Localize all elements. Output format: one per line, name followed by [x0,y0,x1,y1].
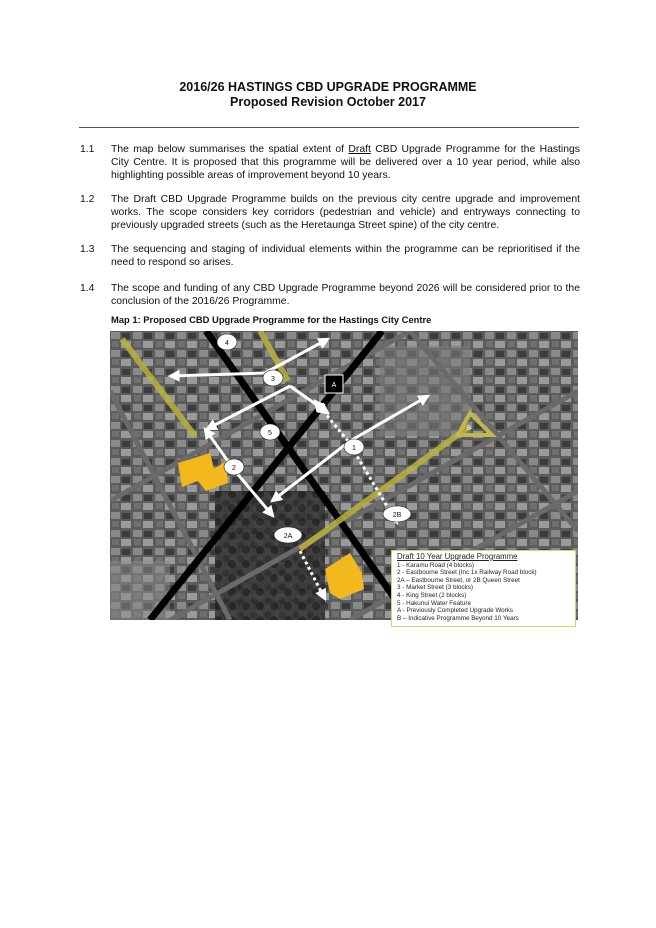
legend-item: B – Indicative Programme Beyond 10 Years [397,614,519,622]
marker-label: 3 [271,376,275,383]
legend-item: A - Previously Completed Upgrade Works [397,607,514,615]
map-marker-5 [260,424,280,440]
paragraph-text [111,143,580,182]
map-caption: Map 1: Proposed CBD Upgrade Programme for the Hastings City Centre [111,314,432,325]
paragraph-number: 1.2 [80,194,95,205]
marker-label: 4 [225,340,229,347]
paragraph-1-2 [80,193,580,232]
legend-item: 2 - Eastbourne Street (Inc 1x Railway Road block) [397,569,537,577]
paragraph-text: The sequencing and staging of individual elements within the programme can be reprioritised if the need to respond so arises. [111,244,580,268]
map-marker-a [325,375,343,393]
draft-underlined: Draft [348,144,371,155]
legend-item: 5 - Hakunui Water Feature [397,599,471,607]
paragraph-number: 1.4 [80,283,95,294]
paragraph-1-3 [80,243,580,269]
paragraph-1-4 [80,282,580,308]
legend-item: 3 - Market Street (3 blocks) [397,584,473,592]
paragraph-text: The scope and funding of any CBD Upgrade Programme beyond 2026 will be considered prior to the conclusion of the 2016/26 Programme. [111,283,580,307]
legend-item: 1 - Karamu Road (4 blocks) [397,561,474,569]
map-marker-2b [383,506,411,522]
paragraph-text-start: The map below summarises the spatial extent of [111,144,349,155]
legend-item: 2A – Eastbourne Street, or 2B Queen Street [397,576,520,584]
marker-label: 2B [392,512,402,519]
legend-item: 4 - King Street (2 blocks) [397,591,467,599]
page-title: 2016/26 HASTINGS CBD UPGRADE PROGRAMME [179,80,477,94]
marker-label: 2A [283,533,293,540]
paragraph-text-end: CBD Upgrade Programme for the Hastings City Centre. It is proposed that this programme will be delivered over a 10 year period, while also highlighting possible areas of improvement beyond 10 years. [111,144,580,181]
map-marker-3 [263,370,283,386]
legend-title: Draft 10 Year Upgrade Programme [397,552,518,561]
map-marker-1 [344,439,364,455]
paragraph-1-1 [80,143,580,182]
map-legend [391,550,576,627]
paragraph-text: The Draft CBD Upgrade Programme builds on the previous city centre upgrade and improvement works. The scope considers key corridors (pedestrian and vehicle) and entryways connecting to previously upgraded streets (such as the Heretaunga Street spine) of the city centre. [111,194,580,231]
marker-label: 2 [232,465,236,472]
marker-label: 5 [268,430,272,437]
page-subtitle: Proposed Revision October 2017 [230,95,426,109]
paragraph-number: 1.1 [80,144,95,155]
paragraph-number: 1.3 [80,244,95,255]
marker-label: 1 [352,445,356,452]
marker-label: A [331,382,337,389]
header-divider [79,127,579,128]
map-marker-2 [224,459,244,475]
map-marker-2a [274,527,302,543]
marker-b-label: B [466,426,472,432]
map-marker-4 [217,334,237,350]
